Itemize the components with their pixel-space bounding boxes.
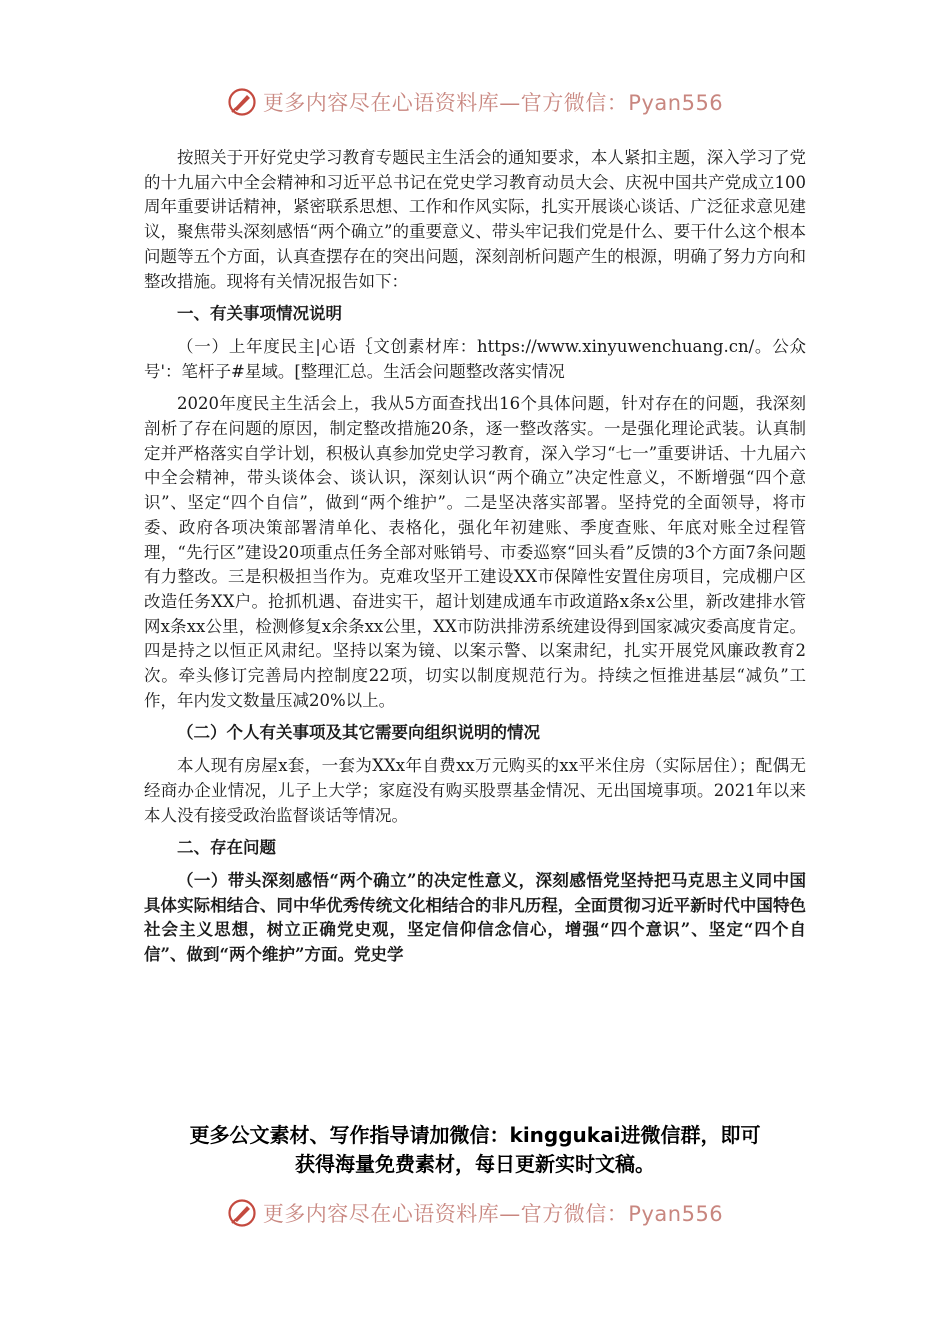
- footer-watermark-banner: [0, 1193, 950, 1233]
- section-heading-1: 一、有关事项情况说明: [177, 304, 342, 324]
- subsection-title-2: （二）个人有关事项及其它需要向组织说明的情况: [177, 723, 540, 743]
- pen-circle-logo-icon: [227, 87, 257, 117]
- section-heading-2: 二、存在问题: [177, 838, 276, 858]
- banner-text: 更多内容尽在心语资料库—官方微信：Pyan556: [262, 91, 724, 115]
- promo-line-2: 获得海量免费素材，每日更新实时文稿。: [295, 1152, 655, 1176]
- subsection-body-3: （一）带头深刻感悟“两个确立”的决定性意义，深刻感悟党坚持把马克思主义同中国具体实际相结合、同中华优秀传统文化相结合的非凡历程，全面贯彻习近平新时代中国特色社会主义思想，树立正确党史观，坚定信仰信念信心，增强“四个意识”、坚定“四个自信”、做到“两个维护”方面。党史学: [144, 870, 806, 965]
- promo-notice: [144, 1121, 806, 1179]
- document-body: [144, 146, 806, 968]
- banner-text: 更多内容尽在心语资料库—官方微信：Pyan556: [262, 1202, 724, 1226]
- header-watermark-banner: [0, 82, 950, 122]
- subsection-body-2: 本人现有房屋x套，一套为XXx年自费xx万元购买的xx平米住房（实际居住）；配偶无经商办企业情况，儿子上大学；家庭没有购买股票基金情况、无出国境事项。2021年以来本人没有接受政治监督谈话等情况。: [144, 756, 806, 825]
- subsection-body-1: 2020年度民主生活会上，我从5方面查找出16个具体问题，针对存在的问题，我深刻剖析了存在问题的原因，制定整改措施20条，逐一整改落实。一是强化理论武装。认真制定并严格落实自学计划，积极认真参加党史学习教育，深入学习“七一”重要讲话、十九届六中全会精神，带头谈体会、谈认识，深刻认识“两个确立”决定性意义，不断增强“四个意识”、坚定“四个自信”，做到“两个维护”。二是坚决落实部署。坚持党的全面领导，将市委、政府各项决策部署清单化、表格化，强化年初建账、季度查账、年底对账全过程管理，“先行区”建设20项重点任务全部对账销号、市委巡察“回头看”反馈的3个方面7条问题有力整改。三是积极担当作为。克难攻坚开工建设XX市保障性安置住房项目，完成棚户区改造任务XX户。抢抓机遇、奋进实干，超计划建成通车市政道路x条x公里，新改建排水管网x条xx公里，检测修复x余条xx公里，XX市防洪排涝系统建设得到国家减灾委高度肯定。四是持之以恒正风肃纪。坚持以案为镜、以案示警、以案肃纪，扎实开展党风廉政教育2次。牵头修订完善局内控制度22项，切实以制度规范行为。持续之恒推进基层“减负”工作，年内发文数量压减20%以上。: [144, 394, 806, 710]
- subsection-title-1: （一）上年度民主|心语｛文创素材库：https://www.xinyuwenchuang.cn/。公众号'：笔杆子#星域。[整理汇总。生活会问题整改落实情况: [144, 336, 806, 381]
- intro-paragraph: 按照关于开好党史学习教育专题民主生活会的通知要求，本人紧扣主题，深入学习了党的十九届六中全会精神和习近平总书记在党史学习教育动员大会、庆祝中国共产党成立100周年重要讲话精神，紧密联系思想、工作和作风实际，扎实开展谈心谈话、广泛征求意见建议，聚焦带头深刻感悟“两个确立”的重要意义、带头牢记我们党是什么、要干什么这个根本问题等五个方面，认真查摆存在的突出问题，深刻剖析问题产生的根源，明确了努力方向和整改措施。现将有关情况报告如下：: [144, 148, 806, 291]
- promo-line-1: 更多公文素材、写作指导请加微信：kinggukai进微信群，即可: [189, 1123, 761, 1147]
- pen-circle-logo-icon: [227, 1198, 257, 1228]
